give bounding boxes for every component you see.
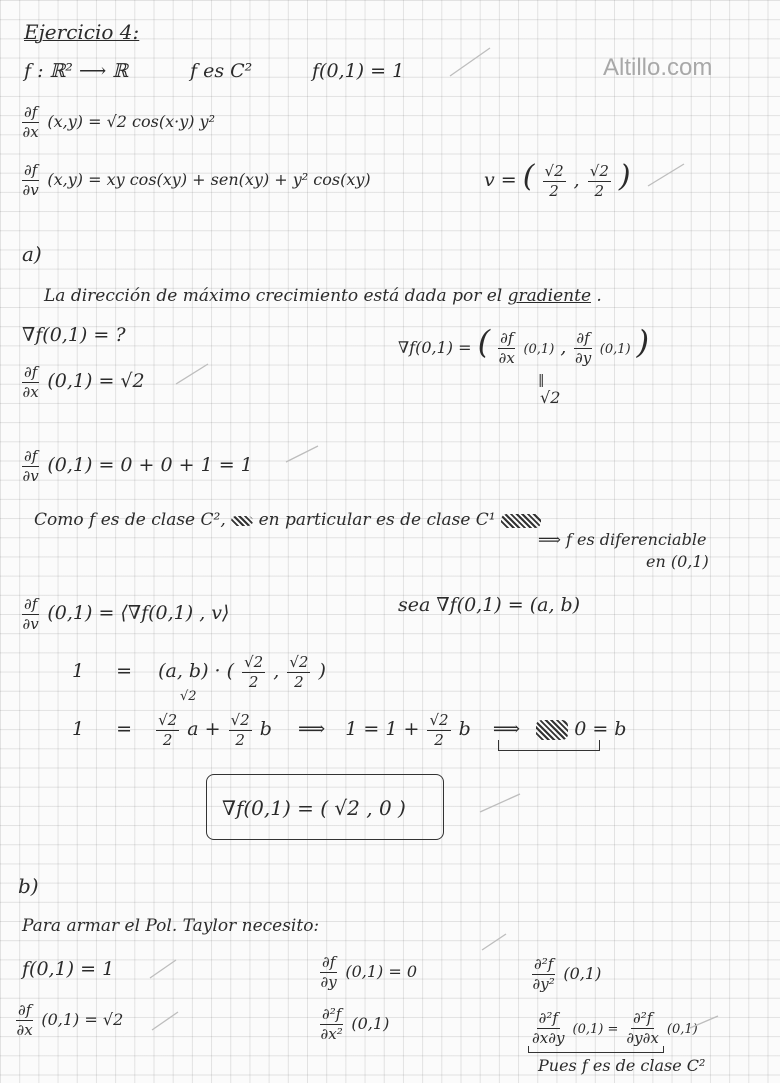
given-dfdv: $\frac{\partial f}{\partial v}$ (x,y) = xy cos(xy) + sen(xy) + y² cos(xy) <box>22 161 371 199</box>
differentiable-1: ⟹ f es diferenciable <box>538 530 707 549</box>
exercise-title: Ejercicio 4: <box>24 20 140 44</box>
sqrt2-below: √2 <box>540 388 561 407</box>
check-mark-3 <box>174 360 210 388</box>
directional-derivative: $\frac{\partial f}{\partial v}$ (0,1) = ⟨∇f(0,1) , v⟩ <box>22 595 230 633</box>
check-mark-7 <box>150 1008 180 1032</box>
check-mark-1 <box>448 46 492 78</box>
taylor-fxx: $\frac{\text{∂²f}}{\text{∂x²}}$ (0,1) <box>320 1005 390 1043</box>
taylor-fyy: $\frac{\text{∂²f}}{\text{∂y²}}$ (0,1) <box>532 955 602 993</box>
function-class: f es C² <box>190 60 253 82</box>
partial-x-value: $\frac{\partial f}{\partial x}$ (0,1) = √2 <box>22 363 145 401</box>
part-a-label: a) <box>22 242 42 266</box>
gradient-definition: ∇f(0,1) = ( $\frac{\partial f}{\partial x}$ (0,1) , $\frac{\partial f}{\partial y}$ (0,1) ) <box>398 323 650 367</box>
taylor-fxy: $\frac{\text{∂²f}}{\partial x\partial y}$ (0,1) = $\frac{\text{∂²f}}{\partial y\partial x}$ (0,1) <box>532 1009 698 1047</box>
part-a-statement: La dirección de máximo crecimiento está dada por el gradiente . <box>44 286 602 306</box>
equal-mark: ‖ <box>538 373 545 388</box>
check-mark-2 <box>646 160 686 188</box>
equation-line-1: 1 = (a, b) · ( $\frac{√2}{2}$ , $\frac{√2}{2}$ ) <box>72 653 326 691</box>
equation-line-2: 1 = $\frac{√2}{2}$ a + $\frac{√2}{2}$ b ⟹ 1 = 1 + $\frac{√2}{2}$ b ⟹ 0 = b <box>72 711 627 749</box>
part-b-intro: Para armar el Pol. Taylor necesito: <box>22 916 320 936</box>
symmetry-bracket <box>528 1046 664 1053</box>
check-mark-5 <box>478 790 522 814</box>
gradient-result: ∇f(0,1) = ( √2 , 0 ) <box>222 796 406 820</box>
check-mark-6 <box>148 956 178 980</box>
differentiable-2: en (0,1) <box>646 552 709 571</box>
check-mark-4 <box>284 442 320 464</box>
class-argument: Como f es de clase C², en particular es de clase C¹ <box>34 512 541 529</box>
function-map: f : ℝ² ⟶ ℝ <box>24 60 129 82</box>
check-mark-8 <box>480 930 508 952</box>
taylor-fy: $\frac{\partial f}{\partial y}$ (0,1) = 0 <box>320 953 418 991</box>
function-value: f(0,1) = 1 <box>312 60 405 82</box>
taylor-f-value: f(0,1) = 1 <box>22 958 115 980</box>
given-dfdx: $\frac{\partial f}{\partial x}$ (x,y) = √2 cos(x·y) y² <box>22 103 216 141</box>
result-bracket <box>498 740 600 751</box>
direction-vector: v = ( $\frac{√2}{2}$ , $\frac{√2}{2}$ ) <box>484 159 631 200</box>
over-a-annotation: √2 <box>180 689 197 704</box>
schwarz-reason: Pues f es de clase C² <box>538 1056 706 1075</box>
check-mark-9 <box>688 1012 720 1030</box>
part-b-label: b) <box>18 874 39 898</box>
watermark: Altillo.com <box>603 54 713 81</box>
partial-v-value: $\frac{\partial f}{\partial v}$ (0,1) = 0 + 0 + 1 = 1 <box>22 447 253 485</box>
gradient-question: ∇f(0,1) = ? <box>22 324 126 346</box>
gradient-components: sea ∇f(0,1) = (a, b) <box>398 594 581 616</box>
taylor-fx: $\frac{\partial f}{\partial x}$ (0,1) = √2 <box>16 1001 124 1039</box>
